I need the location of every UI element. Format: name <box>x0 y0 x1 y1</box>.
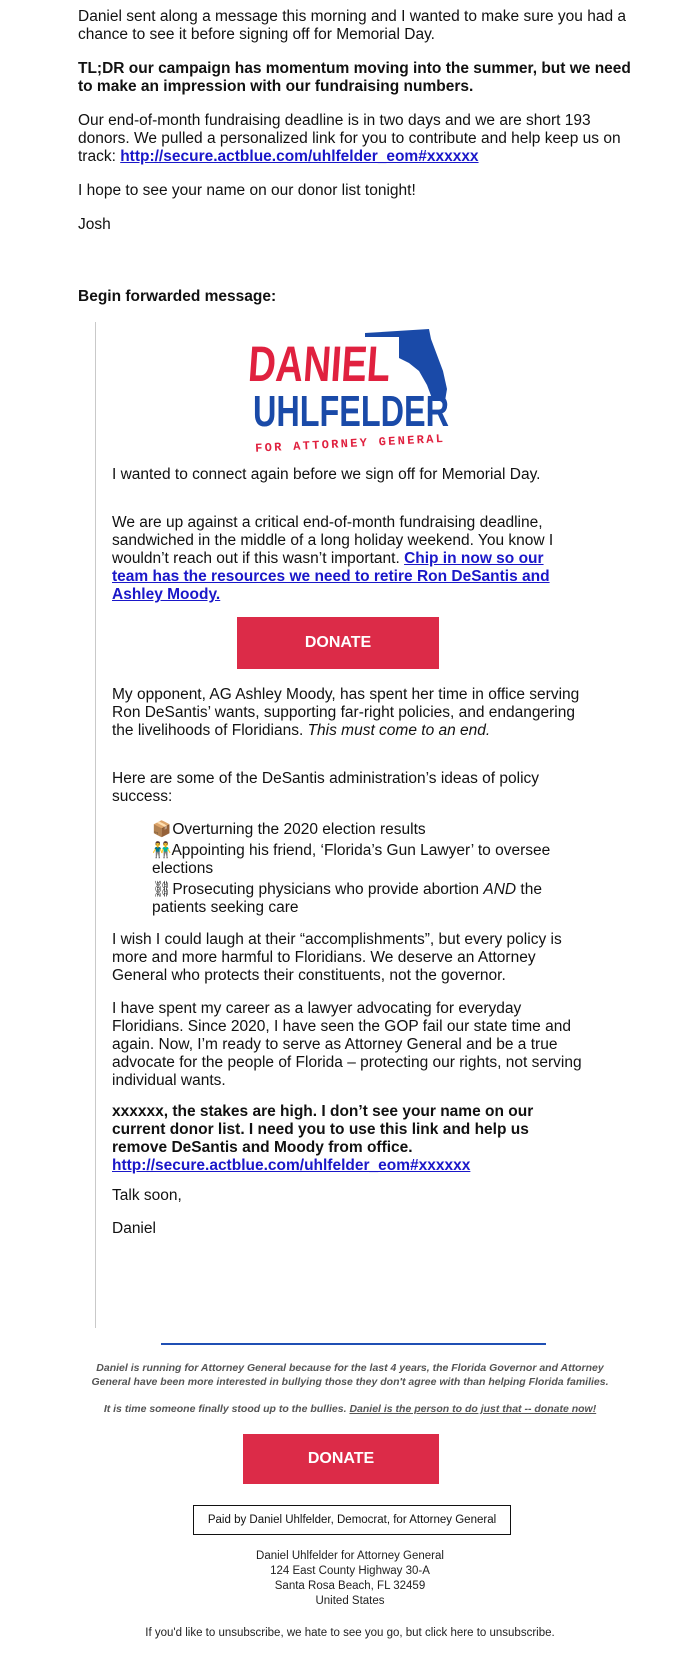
mailing-address <box>200 1549 500 1609</box>
personal-donation-link[interactable]: http://secure.actblue.com/uhlfelder_eom#xxxxxx <box>120 148 479 165</box>
intro-paragraph-4: I hope to see your name on our donor list tonight! <box>78 182 416 199</box>
footer-donate-button[interactable]: DONATE <box>243 1434 439 1484</box>
message-paragraph-4: Here are some of the DeSantis administration’s ideas of policy success: <box>112 770 540 805</box>
message-paragraph-3 <box>112 686 582 740</box>
message-paragraph-2-text: We are up against a critical end-of-month fundraising deadline, sandwiched in the middle of a long holiday weekend. You know I wouldn’t reach out if this wasn’t important. <box>112 514 554 567</box>
signature: Daniel <box>112 1220 156 1237</box>
tldr-paragraph: TL;DR our campaign has momentum moving into the summer, but we need to make an impression with our fundraising numbers. <box>78 60 631 95</box>
donate-button[interactable]: DONATE <box>237 617 439 669</box>
list-item: 👬 Appointing his friend, ‘Florida’s Gun Lawyer’ to oversee elections <box>152 842 551 877</box>
message-paragraph-5: I wish I could laugh at their “accomplishments”, but every policy is more and more harmful to Floridians. We deserve an Attorney General who protects their constituents, not the governor. <box>112 931 562 984</box>
message-paragraph-7 <box>112 1103 582 1175</box>
chip-in-link[interactable]: Chip in now so our team has the resources we need to retire Ron DeSantis and Ashley Moody. <box>112 550 550 603</box>
list-item: ⛓ Prosecuting physicians who provide abortion AND the patients seeking care <box>152 881 542 916</box>
campaign-logo <box>247 327 457 454</box>
unsubscribe-link[interactable]: If you'd like to unsubscribe, we hate to see you go, but click here to unsubscribe. <box>145 1627 555 1639</box>
forwarded-heading: Begin forwarded message: <box>78 288 277 305</box>
message-paragraph-2 <box>112 514 582 604</box>
intro-paragraph-1: Daniel sent along a message this morning and I wanted to make sure you had a chance to see it before signing off for Memorial Day. <box>78 8 626 43</box>
list-item: 📦 Overturning the 2020 election results <box>152 821 426 838</box>
footer-cta-text: It is time someone finally stood up to the bullies. <box>103 1403 350 1415</box>
paid-for-box: Paid by Daniel Uhlfelder, Democrat, for Attorney General <box>193 1505 511 1535</box>
donation-link[interactable]: http://secure.actblue.com/uhlfelder_eom#xxxxxx <box>112 1157 471 1174</box>
address-line: Santa Rosa Beach, FL 32459 <box>274 1580 426 1592</box>
message-paragraph-1: I wanted to connect again before we sign off for Memorial Day. <box>112 466 541 483</box>
stakes-text: xxxxxx, the stakes are high. I don’t see your name on our current donor list. I need you to use this link and help us remove DeSantis and Moody from office. <box>112 1103 534 1156</box>
message-paragraph-6: I have spent my career as a lawyer advocating for everyday Floridians. Since 2020, I have seen the GOP fail our state time and again. Now, I’m ready to serve as Attorney General and be a true advocate for the people of Florida – protecting our rights, not serving individual wants. <box>112 1000 582 1089</box>
address-line: 124 East County Highway 30-A <box>270 1565 430 1577</box>
intro-paragraph-3 <box>78 112 638 166</box>
policy-list <box>152 821 582 920</box>
intro-paragraph-3-text: Our end-of-month fundraising deadline is in two days and we are short 193 donors. We pulled a personalized link for you to contribute and help keep us on track: <box>78 112 621 165</box>
footer-donate-link[interactable]: Daniel is the person to do just that -- donate now! <box>349 1403 597 1415</box>
footer-divider <box>161 1343 546 1345</box>
address-line: Daniel Uhlfelder for Attorney General <box>256 1550 444 1562</box>
address-line: United States <box>315 1595 385 1607</box>
closing: Talk soon, <box>112 1187 182 1204</box>
footer-blurb: Daniel is running for Attorney General because for the last 4 years, the Florida Governor and Attorney General have been more interested in bullying those they don't agree with than helping Florida families. <box>91 1362 609 1388</box>
logo-line-3: FOR ATTORNEY GENERAL <box>254 431 444 456</box>
box-icon: 📦 <box>152 821 172 838</box>
intro-signoff: Josh <box>78 216 111 233</box>
intro-section <box>78 8 638 250</box>
logo-line-2: UHLFELDER <box>253 387 449 436</box>
message-paragraph-3-italic: This must come to an end. <box>307 722 491 739</box>
logo-line-1: DANIEL <box>246 336 437 392</box>
chain-icon: ⛓ <box>152 881 172 898</box>
message-paragraph-3-text: My opponent, AG Ashley Moody, has spent her time in office serving Ron DeSantis’ wants, supporting far-right policies, and endangering the livelihoods of Floridians. <box>112 686 580 739</box>
footer-cta <box>80 1402 620 1416</box>
two-people-icon: 👬 <box>152 842 172 859</box>
